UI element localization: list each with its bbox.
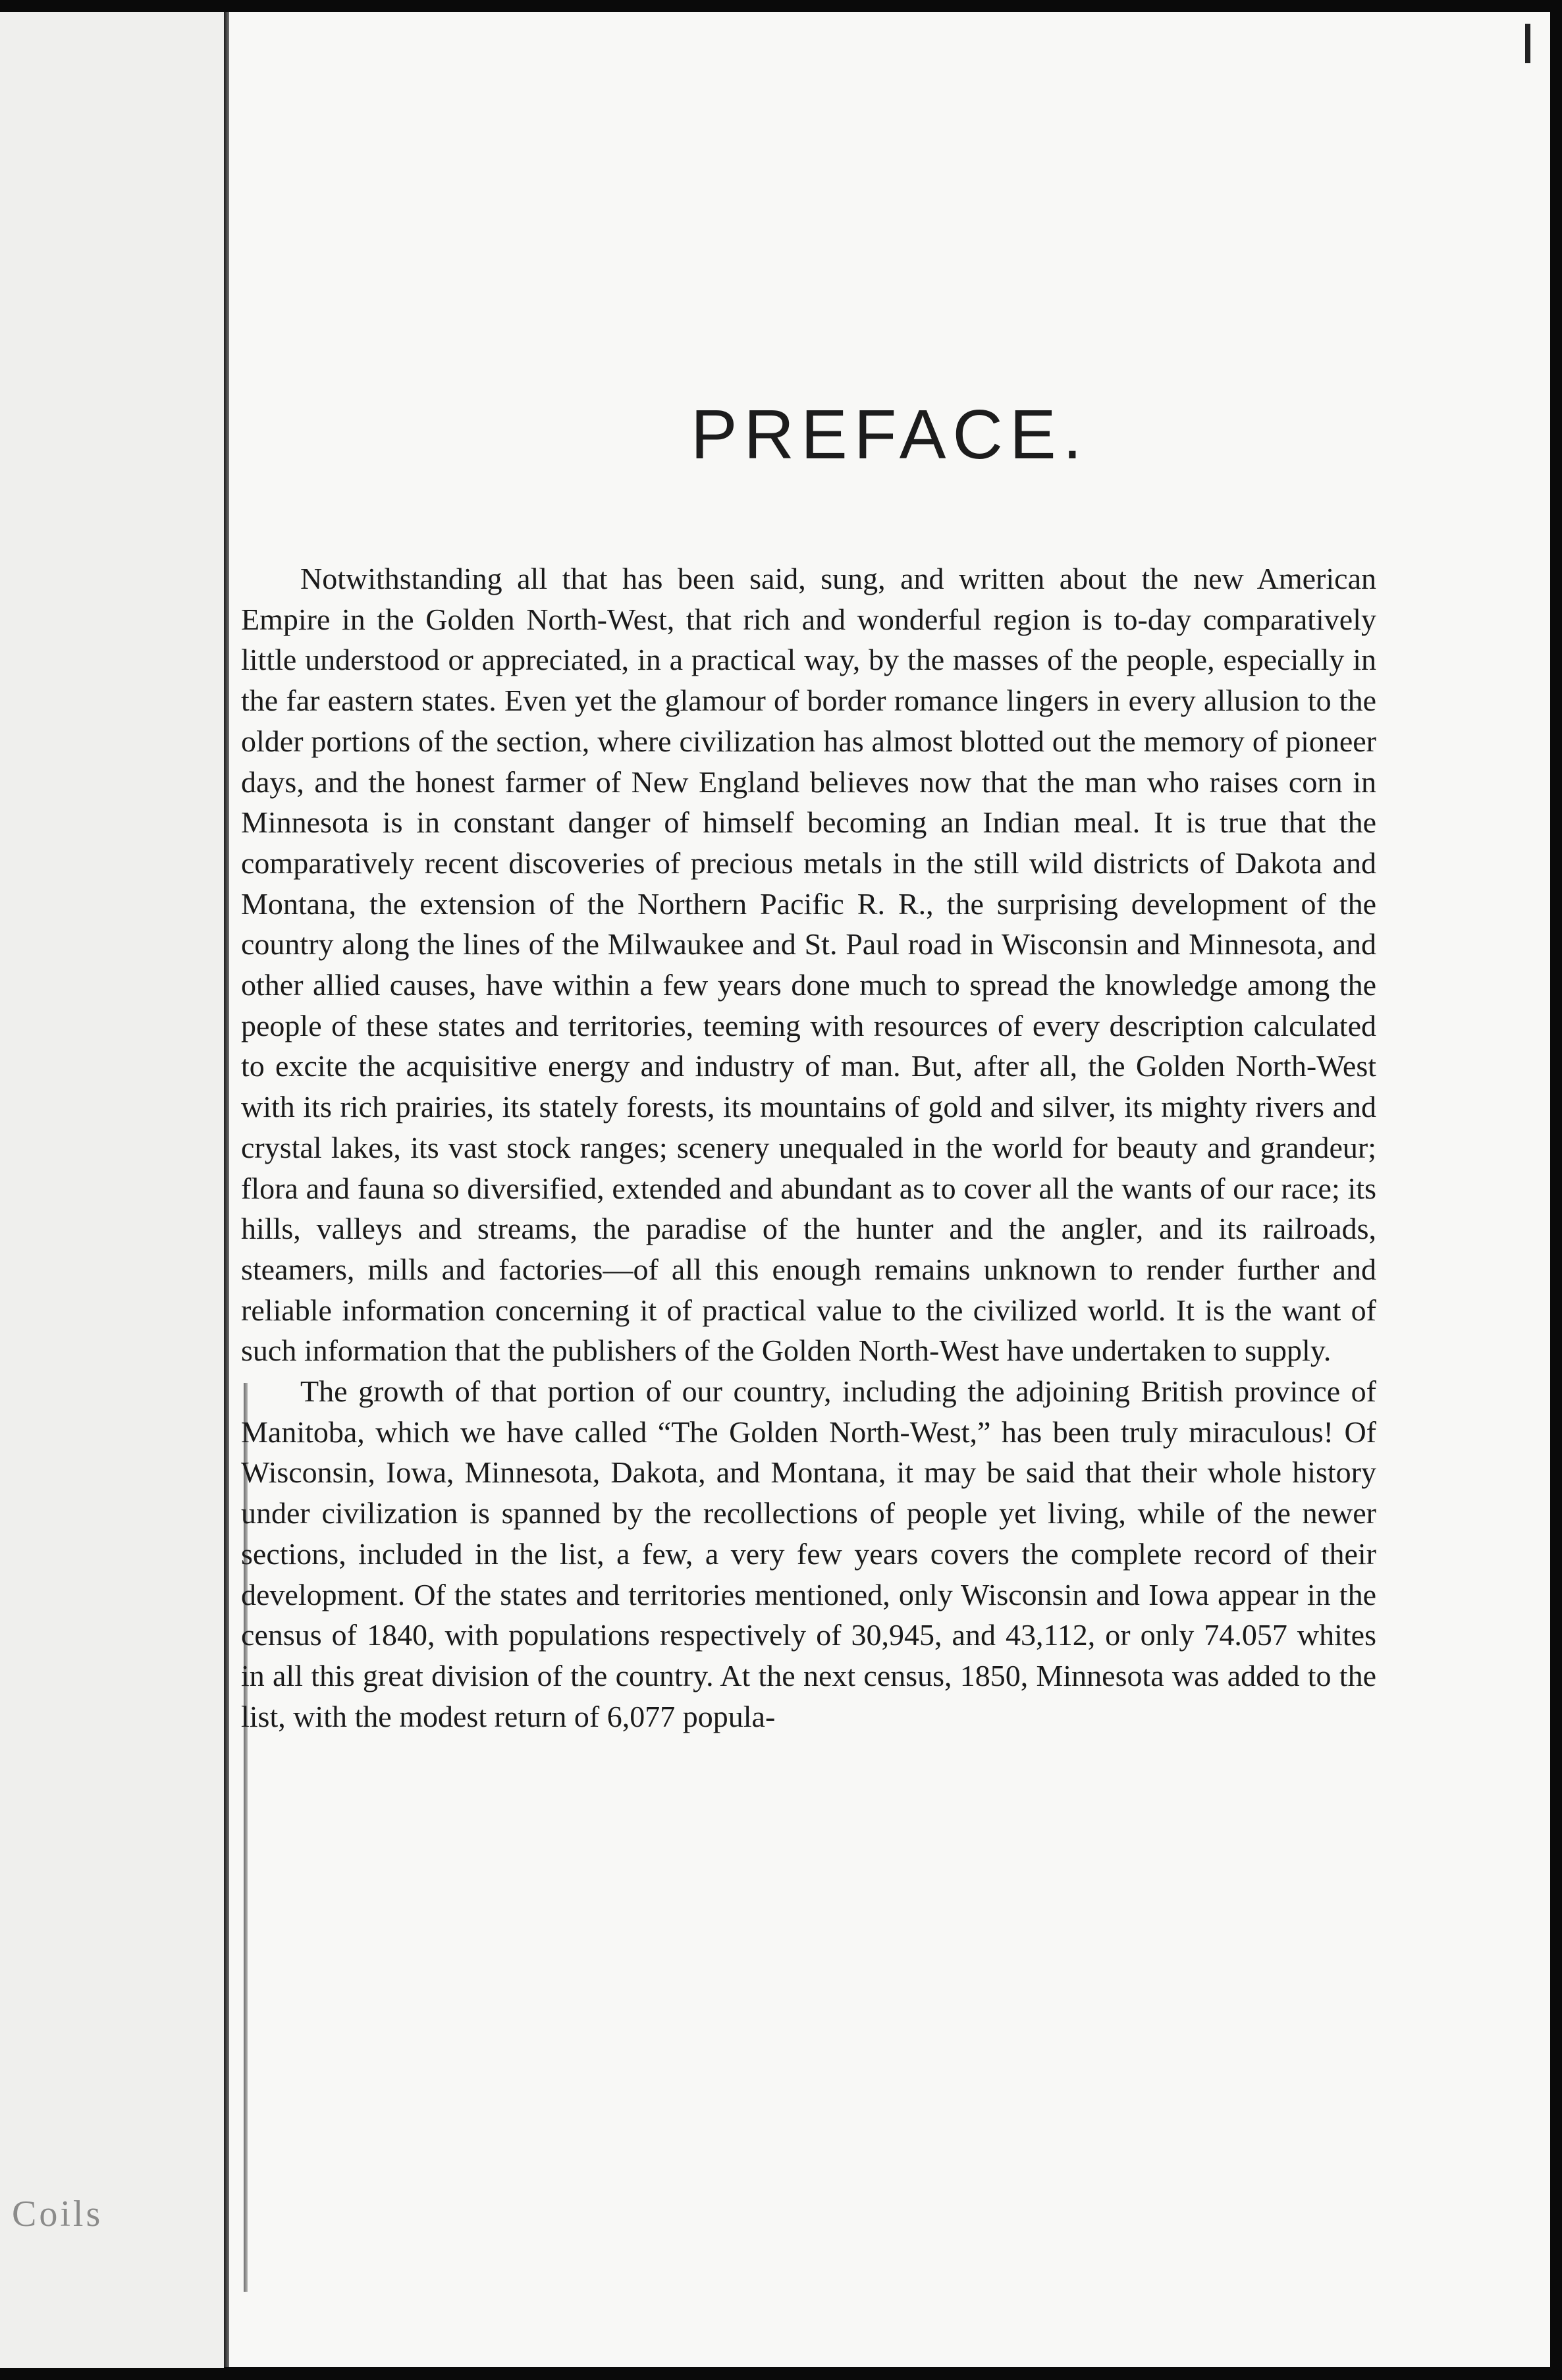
page-edge-mark	[1525, 24, 1530, 63]
previous-page-edge	[0, 12, 224, 2368]
paragraph-2: The growth of that portion of our country, including the adjoining British province of Manitoba, which we have called “The Golden North-West,” has been truly miraculous! Of Wisconsin, Iowa, Minnesota, Dakota, and Montana, it may be said that their whole history under civilization is spanned by the recollections of people yet living, while of the newer sections, included in the list, a few, a very few years covers the complete record of their development. Of the states and territories mentioned, only Wisconsin and Iowa appear in the census of 1840, with populations respectively of 30,945, and 43,112, or only 74.057 whites in all this great division of the country. At the next census, 1850, Minnesota was added to the list, with the modest return of 6,077 popula-	[241, 1374, 1376, 1733]
margin-handwriting: Coils	[12, 2194, 103, 2234]
preface-body	[241, 558, 1376, 1737]
paragraph-1: Notwithstanding all that has been said, sung, and written about the new American Empire in the Golden North-West, that rich and wonderful region is to-day comparatively little understood or appreciated, in a practical way, by the masses of the people, especially in the far eastern states. Even yet the glamour of border romance lingers in every allusion to the older portions of the section, where civilization has almost blotted out the memory of pioneer days, and the honest farmer of New England believes now that the man who raises corn in Minnesota is in constant danger of himself becoming an Indian meal. It is true that the comparatively recent discoveries of precious metals in the still wild districts of Dakota and Montana, the extension of the Northern Pacific R. R., the surprising development of the country along the lines of the Milwaukee and St. Paul road in Wisconsin and Minnesota, and other allied causes, have within a few years done much to spread the knowledge among the people of these states and territories, teeming with resources of every description calculated to excite the acquisitive energy and industry of man. But, after all, the Golden North-West with its rich prairies, its stately forests, its mountains of gold and silver, its mighty rivers and crystal lakes, its vast stock ranges; scenery unequaled in the world for beauty and grandeur; flora and fauna so diversified, extended and abundant as to cover all the wants of our race; its hills, valleys and streams, the paradise of the hunter and the angler, and its railroads, steamers, mills and factories—of all this enough remains unknown to render further and reliable information concerning it of practical value to the civilized world. It is the want of such information that the publishers of the Golden North-West have undertaken to supply.	[241, 562, 1376, 1368]
page-title: PREFACE.	[690, 396, 1089, 473]
